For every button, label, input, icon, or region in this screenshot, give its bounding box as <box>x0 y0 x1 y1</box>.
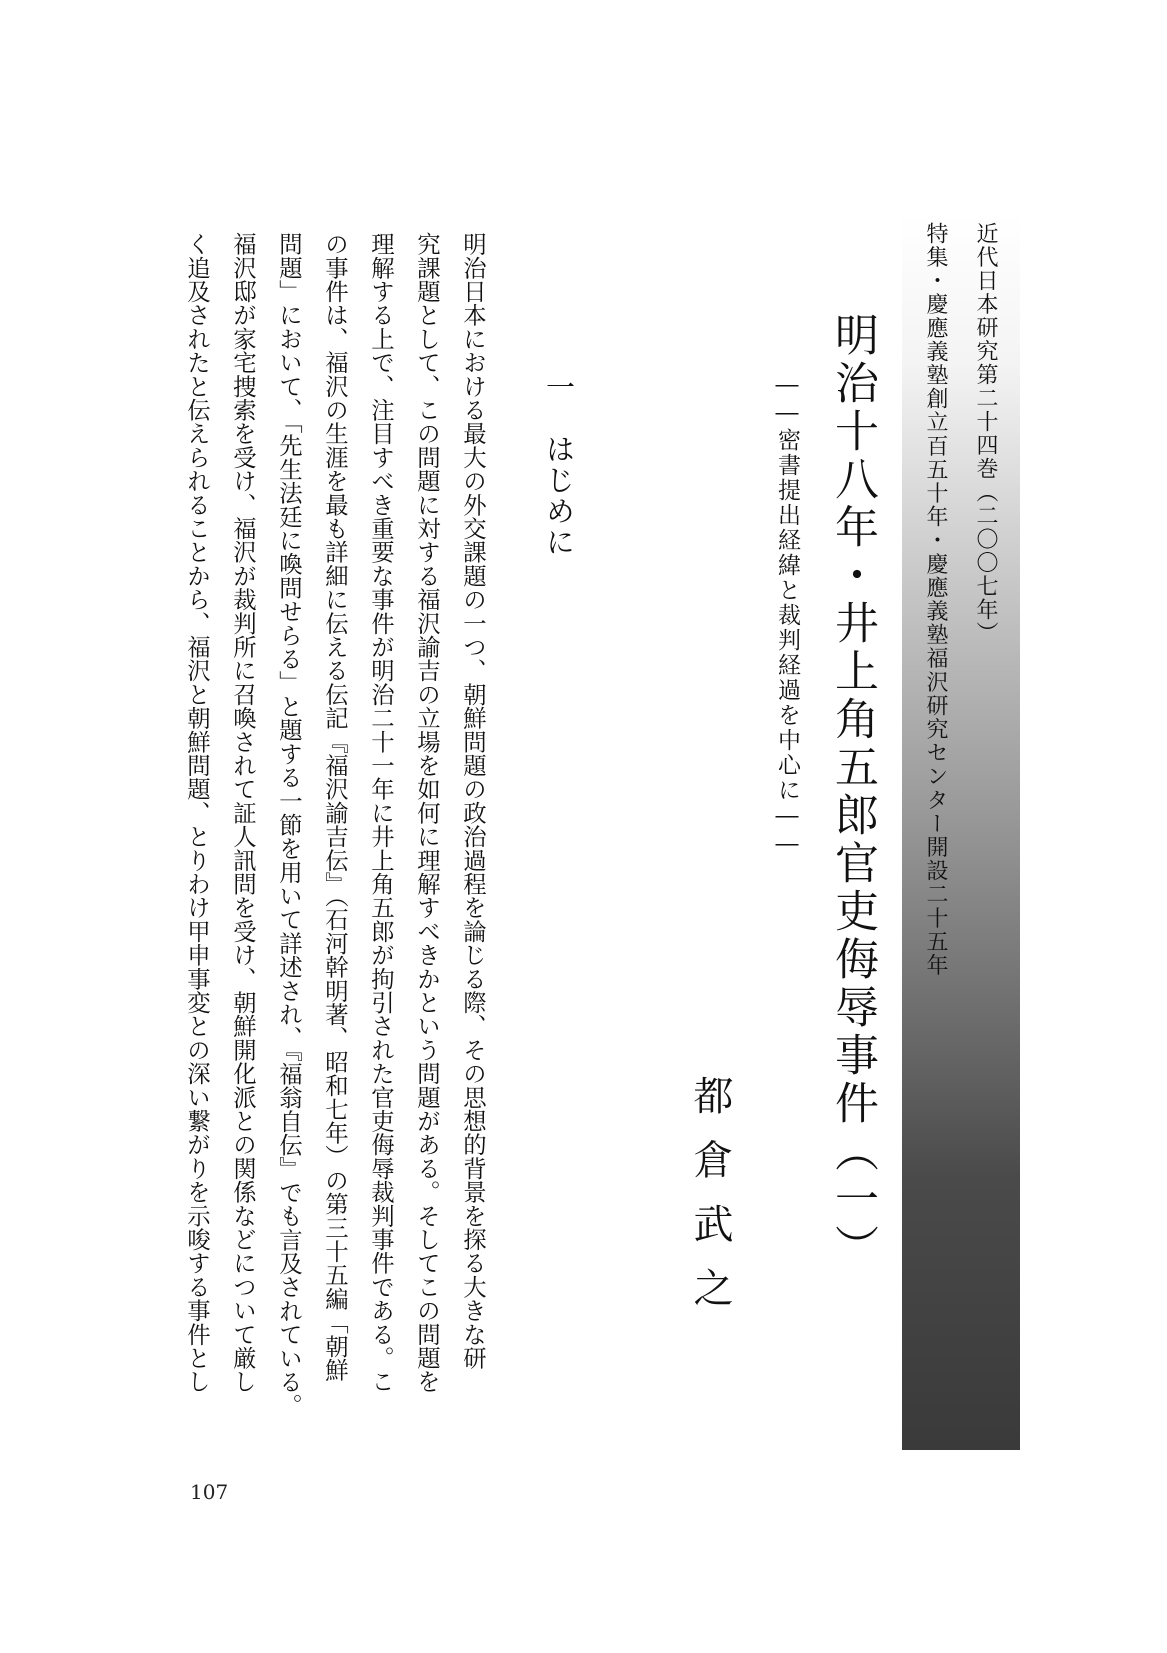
body-line: 福沢邸が家宅捜索を受け、福沢が裁判所に召喚されて証人訊問を受け、朝鮮開化派との関係などについて厳し <box>229 232 257 1394</box>
body-line: 問題」において、「先生法廷に喚問せらる」と題する一節を用いて詳述され、『福翁自伝』でも言及されている。 <box>275 232 303 1418</box>
body-line: 理解する上で、注目すべき重要な事件が明治二十一年に井上角五郎が拘引された官吏侮辱裁判事件である。こ <box>367 232 395 1394</box>
article-subtitle: ――密書提出経緯と裁判経過を中心に―― <box>774 372 800 859</box>
body-line: く追及されたと伝えられることから、福沢と朝鮮問題、とりわけ甲申事変との深い繋がりを示唆する事件とし <box>183 232 211 1394</box>
page-number: 107 <box>190 1480 229 1504</box>
author-name: 都倉武之 <box>687 1075 733 1331</box>
journal-title: 近代日本研究第二十四巻（二〇〇七年） <box>973 222 998 645</box>
section-heading: 一 はじめに <box>542 372 576 558</box>
special-issue-title: 特集・慶應義塾創立百五十年・慶應義塾福沢研究センター開設二十五年 <box>923 222 948 978</box>
article-title: 明治十八年・井上角五郎官吏侮辱事件（一） <box>827 312 878 1272</box>
body-line: 明治日本における最大の外交課題の一つ、朝鮮問題の政治過程を論じる際、その思想的背景を探る大きな研 <box>459 232 487 1370</box>
body-line: 究課題として、この問題に対する福沢諭吉の立場を如何に理解すべきかという問題がある。そしてこの問題を <box>413 232 441 1394</box>
body-line: の事件は、福沢の生涯を最も詳細に伝える伝記『福沢諭吉伝』（石河幹明著、昭和七年）の第三十五編「朝鮮 <box>321 232 349 1382</box>
